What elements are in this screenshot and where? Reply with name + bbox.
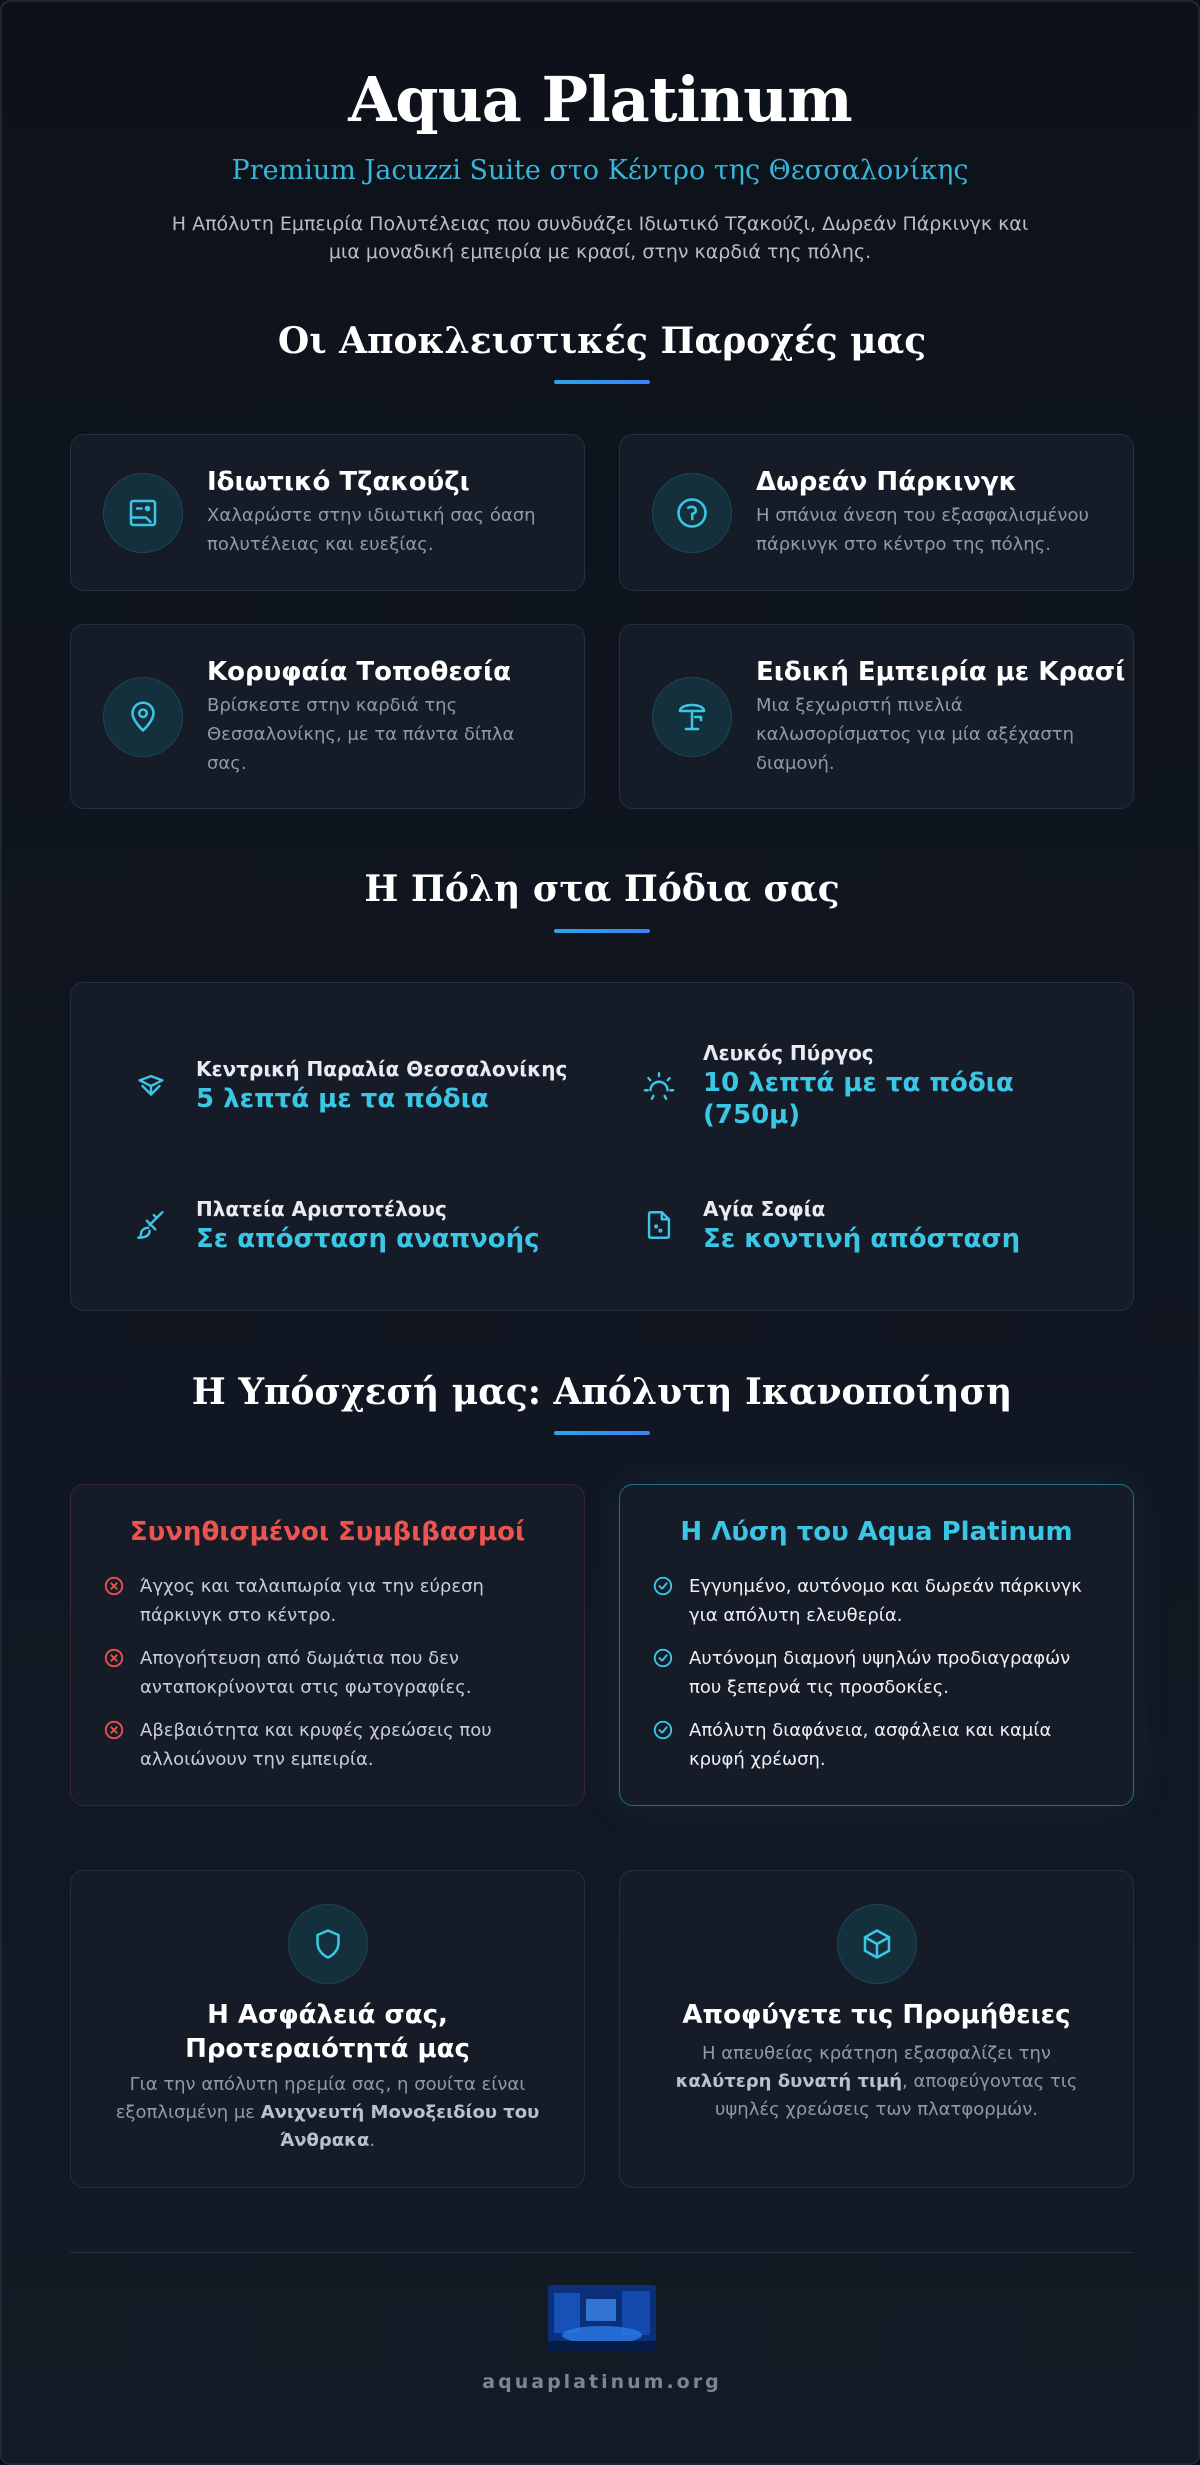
safety-desc-end: . — [369, 2130, 376, 2151]
solution-text: Αυτόνομη διαμονή υψηλών προδιαγραφών που ξεπερνά τις προσδοκίες. — [689, 1648, 1071, 1698]
compromises-card — [70, 1484, 585, 1806]
sun-icon — [637, 1064, 681, 1108]
feature-card-jacuzzi — [70, 434, 585, 591]
brush-icon — [129, 1203, 173, 1247]
feature-title: Ειδική Εμπειρία με Κρασί — [756, 657, 1126, 687]
hero-section — [2, 2, 1198, 266]
feature-title: Κορυφαία Τοποθεσία — [207, 657, 512, 687]
cube-icon — [837, 1904, 917, 1984]
parking-icon — [652, 473, 732, 553]
location-distance: 10 λεπτά με τα πόδια (750μ) — [703, 1068, 1014, 1130]
map-pin-icon — [103, 677, 183, 757]
footer-url[interactable]: aquaplatinum.org — [482, 2371, 722, 2393]
suite-photo-logo — [548, 2285, 656, 2351]
location-distance: Σε απόσταση αναπνοής — [196, 1224, 540, 1254]
city-card — [70, 982, 1134, 1311]
check-circle-icon — [652, 1719, 674, 1741]
compromise-item — [103, 1572, 554, 1630]
solution-title: Η Λύση του Aqua Platinum — [680, 1517, 1073, 1547]
fees-card — [619, 1870, 1134, 2188]
location-name: Πλατεία Αριστοτέλους — [196, 1197, 447, 1221]
promise-title: Η Υπόσχεσή μας: Απόλυτη Ικανοποίηση — [191, 1371, 1013, 1413]
safety-desc-bold: Ανιχνευτή Μονοξειδίου του Άνθρακα — [260, 2102, 540, 2151]
shield-icon — [288, 1904, 368, 1984]
safety-card — [70, 1870, 585, 2188]
city-underline — [554, 929, 650, 933]
solution-card — [619, 1484, 1134, 1806]
location-name: Λευκός Πύργος — [703, 1041, 874, 1065]
safety-title: Η Ασφάλειά σας, Προτεραιότητά μας — [185, 2000, 470, 2064]
page-subtitle: Premium Jacuzzi Suite στο Κέντρο της Θεσσαλονίκης — [231, 155, 969, 186]
beach-icon — [129, 1064, 173, 1108]
fees-desc-end: , αποφεύγοντας τις υψηλές χρεώσεις των πλατφορμών. — [715, 2071, 1078, 2120]
promise-underline — [554, 1431, 650, 1435]
feature-card-location — [70, 624, 585, 809]
document-icon — [637, 1203, 681, 1247]
city-title: Η Πόλη στα Πόδια σας — [364, 868, 840, 910]
location-name: Αγία Σοφία — [703, 1197, 826, 1221]
page-title: Aqua Platinum — [348, 63, 852, 136]
feature-card-parking — [619, 434, 1134, 591]
fees-title: Αποφύγετε τις Προμήθειες — [682, 2000, 1071, 2030]
safety-desc-text: Για την απόλυτη ηρεμία σας, η σουίτα είναι εξοπλισμένη με — [115, 2074, 526, 2123]
x-circle-icon — [103, 1719, 125, 1741]
fees-desc — [660, 2040, 1093, 2124]
compromises-title: Συνηθισμένοι Συμβιβασμοί — [129, 1517, 526, 1547]
solution-item — [652, 1572, 1103, 1630]
x-circle-icon — [103, 1575, 125, 1597]
check-circle-icon — [652, 1647, 674, 1669]
compromise-item — [103, 1716, 554, 1774]
safety-desc — [111, 2071, 544, 2155]
check-circle-icon — [652, 1575, 674, 1597]
hero-intro: Η Απόλυτη Εμπειρία Πολυτέλειας που συνδυάζει Ιδιωτικό Τζακούζι, Δωρεάν Πάρκινγκ και μια μοναδική εμπειρία με κρασί, στην καρδιά της πόλης. — [171, 213, 1029, 263]
solution-item — [652, 1644, 1103, 1702]
feature-desc: Χαλαρώστε στην ιδιωτική σας όαση πολυτέλειας και ευεξίας. — [207, 505, 536, 555]
fees-desc-text: Η απευθείας κράτηση εξασφαλίζει την — [702, 2043, 1051, 2064]
feature-desc: Μια ξεχωριστή πινελιά καλωσορίσματος για μία αξέχαστη διαμονή. — [756, 695, 1075, 774]
solution-text: Απόλυτη διαφάνεια, ασφάλεια και καμία κρυφή χρέωση. — [689, 1720, 1052, 1770]
feature-title: Δωρεάν Πάρκινγκ — [756, 467, 1018, 497]
compromise-text: Αβεβαιότητα και κρυφές χρεώσεις που αλλοιώνουν την εμπειρία. — [140, 1720, 492, 1770]
location-name: Κεντρική Παραλία Θεσσαλονίκης — [196, 1057, 568, 1081]
footer-divider — [70, 2252, 1134, 2253]
location-distance: Σε κοντινή απόσταση — [703, 1224, 1021, 1254]
bathtub-icon — [103, 473, 183, 553]
location-distance: 5 λεπτά με τα πόδια — [196, 1084, 489, 1114]
compromise-item — [103, 1644, 554, 1702]
fees-desc-bold: καλύτερη δυνατή τιμή — [675, 2071, 903, 2092]
feature-title: Ιδιωτικό Τζακούζι — [207, 467, 470, 497]
feature-card-wine — [619, 624, 1134, 809]
features-underline — [554, 380, 650, 384]
feature-desc: Βρίσκεστε στην καρδιά της Θεσσαλονίκης, με τα πάντα δίπλα σας. — [207, 695, 515, 774]
features-title: Οι Αποκλειστικές Παροχές μας — [277, 320, 927, 362]
wine-table-icon — [652, 677, 732, 757]
solution-item — [652, 1716, 1103, 1774]
feature-desc: Η σπάνια άνεση του εξασφαλισμένου πάρκινγκ στο κέντρο της πόλης. — [756, 505, 1089, 555]
solution-text: Εγγυημένο, αυτόνομο και δωρεάν πάρκινγκ για απόλυτη ελευθερία. — [689, 1576, 1082, 1626]
compromise-text: Απογοήτευση από δωμάτια που δεν ανταποκρίνονται στις φωτογραφίες. — [140, 1648, 472, 1698]
x-circle-icon — [103, 1647, 125, 1669]
compromise-text: Άγχος και ταλαιπωρία για την εύρεση πάρκινγκ στο κέντρο. — [140, 1576, 484, 1626]
